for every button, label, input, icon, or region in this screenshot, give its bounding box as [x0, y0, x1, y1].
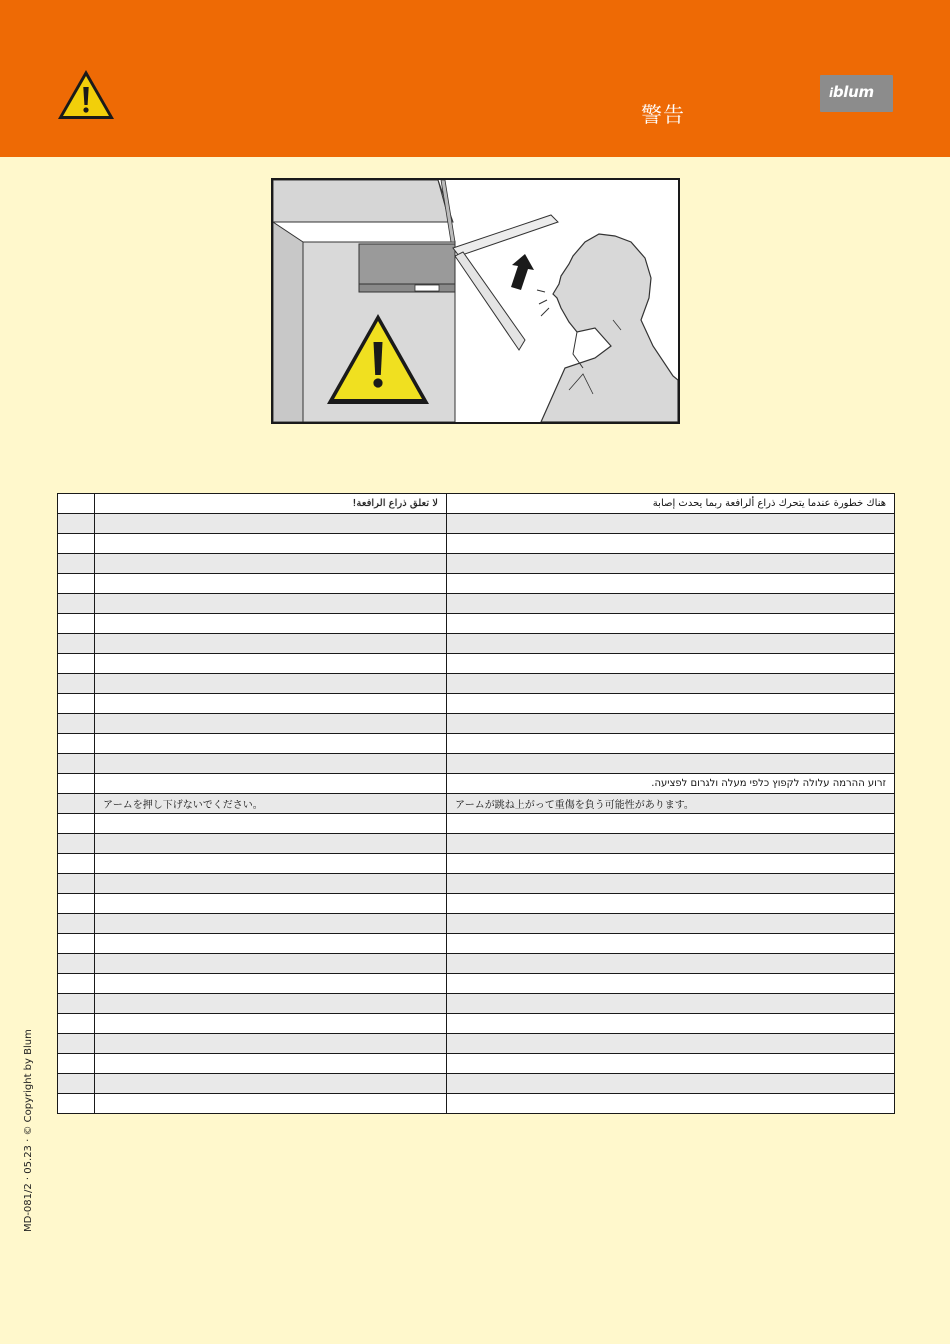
instruction-cell: [95, 1054, 447, 1074]
consequence-cell: [447, 854, 895, 874]
instruction-cell: [95, 994, 447, 1014]
warning-triangle-icon: [55, 67, 117, 122]
table-row: [58, 554, 895, 574]
arrow-up-icon: [511, 254, 534, 290]
instruction-cell: [95, 834, 447, 854]
row-marker-cell: [58, 1014, 95, 1034]
table-row: [58, 674, 895, 694]
instruction-cell: [95, 1094, 447, 1114]
consequence-cell: [447, 994, 895, 1014]
table-row: [58, 574, 895, 594]
row-marker-cell: [58, 534, 95, 554]
table-row: [58, 714, 895, 734]
row-marker-cell: [58, 854, 95, 874]
consequence-cell: هناك خطورة عندما يتحرك ذراع ألرافعة ربما يحدث إصابة: [447, 494, 895, 514]
copyright-footer: MD-081/2 · 05.23 · © Copyright by Blum: [23, 1029, 34, 1232]
consequence-cell: [447, 654, 895, 674]
brand-logo: [820, 75, 893, 112]
table-row: [58, 634, 895, 654]
consequence-cell: [447, 1034, 895, 1054]
table-row: [58, 734, 895, 754]
consequence-cell: [447, 894, 895, 914]
consequence-cell: [447, 1014, 895, 1034]
instruction-cell: [95, 514, 447, 534]
header-banner: [0, 0, 950, 157]
consequence-cell: [447, 714, 895, 734]
table-row: [58, 934, 895, 954]
table-row: [58, 774, 895, 794]
instruction-cell: [95, 1014, 447, 1034]
consequence-cell: [447, 934, 895, 954]
consequence-cell: [447, 634, 895, 654]
instruction-cell: [95, 734, 447, 754]
instruction-cell: [95, 974, 447, 994]
instruction-cell: [95, 954, 447, 974]
consequence-cell: [447, 614, 895, 634]
row-marker-cell: [58, 874, 95, 894]
row-marker-cell: [58, 814, 95, 834]
page-title: 警告: [641, 103, 685, 127]
row-marker-cell: [58, 554, 95, 574]
table-row: [58, 1054, 895, 1074]
row-marker-cell: [58, 894, 95, 914]
instruction-cell: [95, 854, 447, 874]
row-marker-cell: [58, 734, 95, 754]
consequence-cell: [447, 874, 895, 894]
table-row: [58, 994, 895, 1014]
instruction-cell: [95, 534, 447, 554]
instruction-cell: アームを押し下げないでください。: [95, 794, 447, 814]
table-row: [58, 834, 895, 854]
table-row: [58, 914, 895, 934]
row-marker-cell: [58, 654, 95, 674]
row-marker-cell: [58, 994, 95, 1014]
consequence-cell: [447, 814, 895, 834]
table-row: [58, 754, 895, 774]
instruction-cell: [95, 714, 447, 734]
instruction-cell: [95, 674, 447, 694]
warning-illustration: [271, 178, 680, 424]
consequence-cell: [447, 514, 895, 534]
table-row: [58, 894, 895, 914]
table-row: [58, 614, 895, 634]
table-row: [58, 874, 895, 894]
instruction-cell: [95, 634, 447, 654]
table-row: [58, 1074, 895, 1094]
row-marker-cell: [58, 714, 95, 734]
consequence-cell: [447, 914, 895, 934]
consequence-cell: [447, 674, 895, 694]
instruction-cell: [95, 614, 447, 634]
row-marker-cell: [58, 634, 95, 654]
row-marker-cell: [58, 614, 95, 634]
consequence-cell: [447, 754, 895, 774]
row-marker-cell: [58, 1074, 95, 1094]
instruction-cell: [95, 874, 447, 894]
consequence-cell: アームが跳ね上がって重傷を負う可能性があります。: [447, 794, 895, 814]
consequence-cell: [447, 534, 895, 554]
consequence-cell: [447, 954, 895, 974]
row-marker-cell: [58, 794, 95, 814]
instruction-cell: [95, 914, 447, 934]
instruction-cell: [95, 1034, 447, 1054]
table-row: [58, 594, 895, 614]
table-row: [58, 854, 895, 874]
table-row: [58, 694, 895, 714]
row-marker-cell: [58, 1034, 95, 1054]
instruction-cell: [95, 594, 447, 614]
instruction-cell: [95, 894, 447, 914]
row-marker-cell: [58, 1094, 95, 1114]
consequence-cell: [447, 974, 895, 994]
row-marker-cell: [58, 754, 95, 774]
table-row: [58, 974, 895, 994]
row-marker-cell: [58, 594, 95, 614]
row-marker-cell: [58, 574, 95, 594]
table-row: [58, 1034, 895, 1054]
instruction-cell: [95, 554, 447, 574]
instruction-cell: [95, 934, 447, 954]
table-row: [58, 494, 895, 514]
consequence-cell: [447, 1094, 895, 1114]
table-row: [58, 954, 895, 974]
consequence-cell: זרוע ההרמה עלולה לקפוץ כלפי מעלה ולגרום לפציעה.: [447, 774, 895, 794]
row-marker-cell: [58, 494, 95, 514]
instruction-cell: [95, 774, 447, 794]
table-row: [58, 534, 895, 554]
row-marker-cell: [58, 674, 95, 694]
brand-logo-text: iblum: [829, 83, 874, 101]
consequence-cell: [447, 1074, 895, 1094]
table-row: [58, 1094, 895, 1114]
instruction-cell: [95, 654, 447, 674]
consequence-cell: [447, 554, 895, 574]
row-marker-cell: [58, 834, 95, 854]
consequence-cell: [447, 574, 895, 594]
table-row: [58, 654, 895, 674]
consequence-cell: [447, 594, 895, 614]
instruction-cell: [95, 694, 447, 714]
table-row: [58, 1014, 895, 1034]
instruction-cell: لا تعلق ذراع الرافعة!: [95, 494, 447, 514]
row-marker-cell: [58, 1054, 95, 1074]
row-marker-cell: [58, 774, 95, 794]
consequence-cell: [447, 694, 895, 714]
consequence-cell: [447, 834, 895, 854]
row-marker-cell: [58, 934, 95, 954]
instruction-cell: [95, 1074, 447, 1094]
instruction-cell: [95, 754, 447, 774]
instruction-cell: [95, 574, 447, 594]
row-marker-cell: [58, 974, 95, 994]
row-marker-cell: [58, 514, 95, 534]
table-row: [58, 794, 895, 814]
consequence-cell: [447, 734, 895, 754]
table-row: [58, 814, 895, 834]
instruction-cell: [95, 814, 447, 834]
row-marker-cell: [58, 954, 95, 974]
row-marker-cell: [58, 694, 95, 714]
table-row: [58, 514, 895, 534]
row-marker-cell: [58, 914, 95, 934]
consequence-cell: [447, 1054, 895, 1074]
translation-table: [57, 493, 895, 1114]
